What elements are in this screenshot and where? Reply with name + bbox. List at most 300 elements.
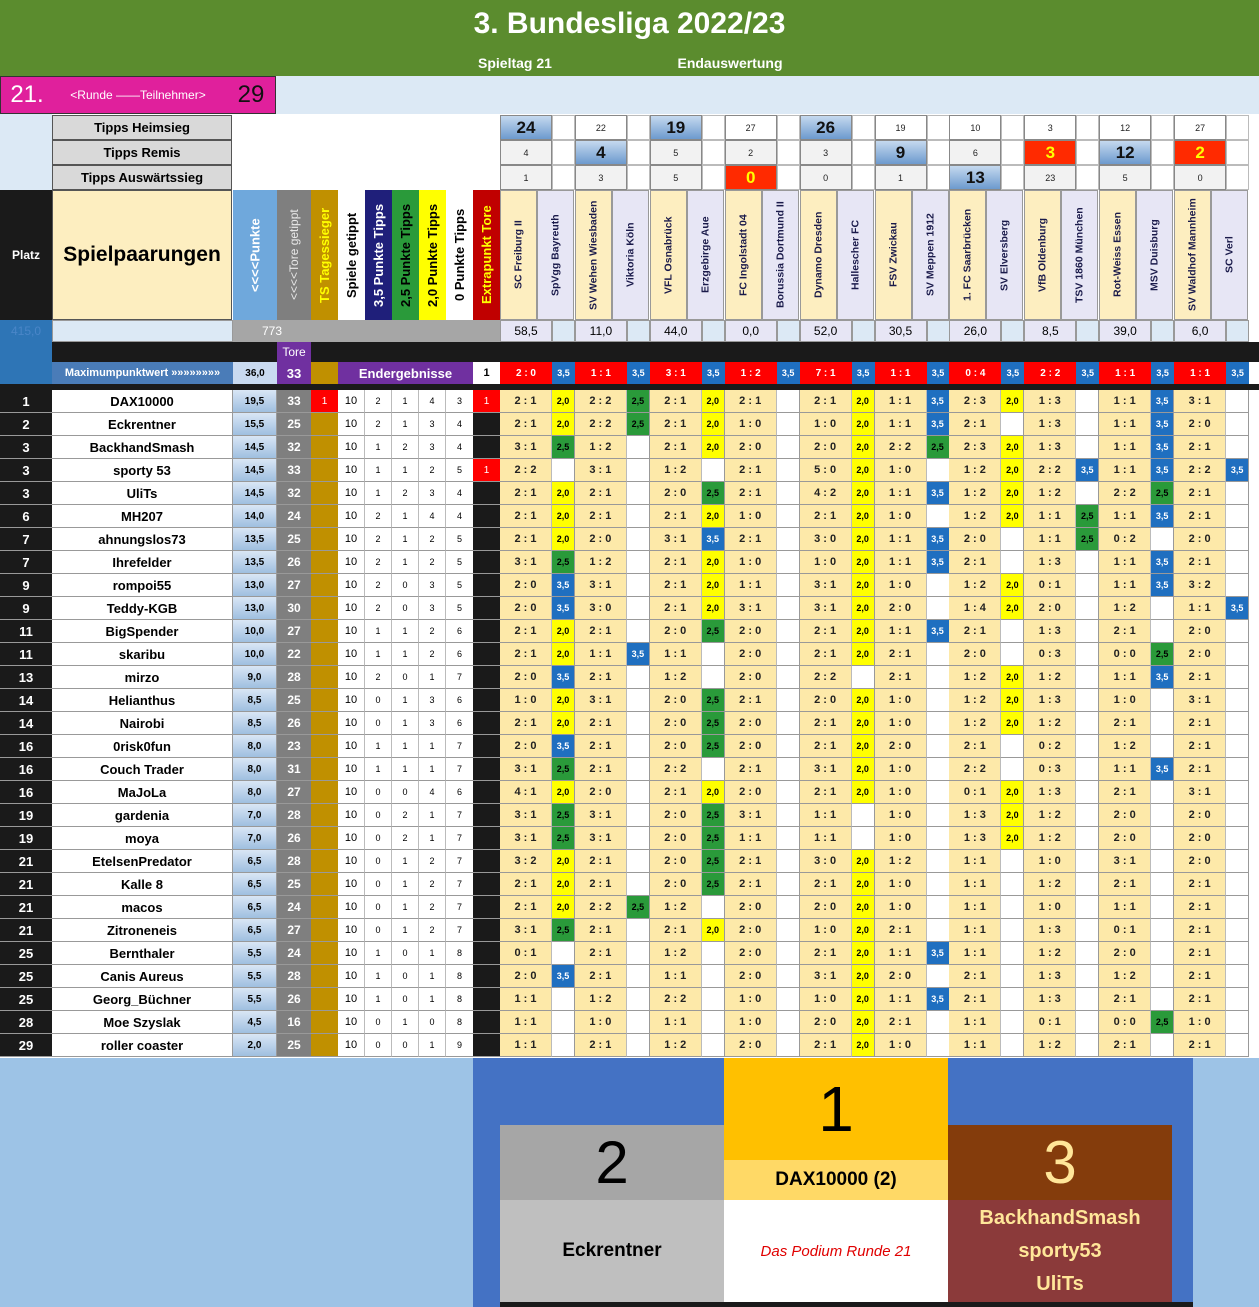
player-tore: 24 (277, 942, 311, 965)
match-sum-spacer (1226, 320, 1249, 342)
player-tip-points (927, 827, 950, 850)
player-tip-points: 2,0 (852, 896, 875, 919)
player-tip: 2 : 0 (949, 643, 1001, 666)
player-tip-points: 2,5 (627, 896, 650, 919)
player-tip-points: 3,5 (927, 390, 950, 413)
player-tip: 1 : 1 (575, 643, 627, 666)
player-tip-points: 3,5 (927, 528, 950, 551)
player-ts (311, 804, 338, 827)
player-tip: 1 : 2 (575, 436, 627, 459)
player-p20: 2 (419, 873, 446, 896)
player-p25: 0 (392, 965, 419, 988)
player-p20: 3 (419, 436, 446, 459)
player-tip-points (552, 1034, 575, 1057)
match-sum-spacer (552, 320, 575, 342)
player-tip: 1 : 0 (800, 988, 852, 1011)
player-tip-points: 2,0 (852, 712, 875, 735)
podium-third-name: UliTs (1036, 1272, 1084, 1295)
player-tip: 2 : 1 (575, 482, 627, 505)
player-tip-points (927, 459, 950, 482)
tipp-count-d: 2 (1174, 140, 1226, 165)
player-tip-points (927, 666, 950, 689)
player-tip-points (627, 620, 650, 643)
player-tip: 2 : 0 (1174, 827, 1226, 850)
player-tip-points: 2,0 (1001, 712, 1024, 735)
player-tip: 2 : 0 (800, 896, 852, 919)
player-tip-points (627, 1034, 650, 1057)
player-tore: 27 (277, 781, 311, 804)
player-tore: 31 (277, 758, 311, 781)
player-tip: 2 : 3 (949, 390, 1001, 413)
player-extra (473, 988, 500, 1011)
player-tore: 25 (277, 1034, 311, 1057)
player-ts (311, 758, 338, 781)
player-p25: 0 (392, 781, 419, 804)
player-points: 14,5 (233, 436, 277, 459)
player-p0: 6 (446, 620, 473, 643)
player-tip: 1 : 1 (1099, 505, 1151, 528)
player-p25: 1 (392, 1011, 419, 1034)
player-p20: 1 (419, 988, 446, 1011)
player-name: DAX10000 (52, 390, 233, 413)
podium-left-bg (0, 1058, 473, 1307)
player-tip: 2 : 0 (725, 781, 777, 804)
player-tip-points: 2,5 (702, 804, 725, 827)
player-p25: 2 (392, 804, 419, 827)
player-tip-points (777, 505, 800, 528)
player-tip-points: 2,0 (852, 413, 875, 436)
match-points: 3,5 (777, 362, 800, 384)
player-tip-points (1226, 804, 1249, 827)
tipp-count-spacer (852, 140, 875, 165)
player-tip: 2 : 2 (949, 758, 1001, 781)
player-tip: 1 : 3 (949, 827, 1001, 850)
player-p20: 3 (419, 712, 446, 735)
player-points: 13,5 (233, 551, 277, 574)
player-tip: 1 : 0 (500, 689, 552, 712)
player-tip: 1 : 1 (1099, 413, 1151, 436)
player-tip-points (777, 643, 800, 666)
player-tip-points (702, 459, 725, 482)
player-tip-points (1226, 643, 1249, 666)
player-spiele: 10 (338, 873, 365, 896)
player-tip: 1 : 3 (1024, 988, 1076, 1011)
player-tip: 2 : 1 (500, 712, 552, 735)
player-tip: 3 : 1 (1099, 850, 1151, 873)
player-tip-points: 3,5 (1226, 597, 1249, 620)
match-sum-spacer (927, 320, 950, 342)
player-rank: 29 (0, 1034, 52, 1057)
player-extra (473, 436, 500, 459)
player-tip: 1 : 3 (1024, 390, 1076, 413)
player-points: 13,0 (233, 574, 277, 597)
player-tip-points (777, 620, 800, 643)
player-tip-points (1226, 551, 1249, 574)
player-p20: 1 (419, 965, 446, 988)
player-extra (473, 758, 500, 781)
player-ts (311, 850, 338, 873)
tipp-count-h: 22 (575, 115, 627, 140)
player-tip-points (627, 551, 650, 574)
player-tip-points (927, 597, 950, 620)
player-tip-points (1001, 1034, 1024, 1057)
player-extra (473, 482, 500, 505)
player-tip-points (777, 413, 800, 436)
player-tip-points (1151, 965, 1174, 988)
player-ts (311, 988, 338, 1011)
player-tore: 28 (277, 804, 311, 827)
player-tip-points: 3,5 (552, 735, 575, 758)
player-tip: 2 : 1 (1099, 988, 1151, 1011)
player-extra (473, 643, 500, 666)
max-ts (311, 362, 338, 384)
player-tip: 2 : 0 (875, 597, 927, 620)
player-name: Ihrefelder (52, 551, 233, 574)
player-ts (311, 919, 338, 942)
player-p0: 7 (446, 758, 473, 781)
player-tip: 2 : 1 (725, 482, 777, 505)
player-tip: 2 : 2 (1024, 459, 1076, 482)
player-tip: 2 : 1 (575, 735, 627, 758)
player-rank: 14 (0, 712, 52, 735)
player-ts (311, 781, 338, 804)
team-away: SV Elversberg (998, 219, 1011, 291)
player-tip-points: 3,5 (1151, 505, 1174, 528)
player-tip: 0 : 1 (1024, 574, 1076, 597)
player-points: 15,5 (233, 413, 277, 436)
player-tip: 2 : 0 (650, 827, 702, 850)
player-p25: 1 (392, 850, 419, 873)
player-tip: 1 : 2 (1024, 666, 1076, 689)
player-tip: 2 : 1 (1174, 666, 1226, 689)
tipp-count-h: 10 (949, 115, 1001, 140)
player-tip-points (1076, 482, 1099, 505)
player-tip: 2 : 2 (875, 436, 927, 459)
player-tip: 1 : 0 (1099, 689, 1151, 712)
match-result: 7 : 1 (800, 362, 852, 384)
player-tip: 1 : 3 (1024, 919, 1076, 942)
player-tip-points (1076, 666, 1099, 689)
player-tip-points (1151, 804, 1174, 827)
player-tip: 2 : 1 (1174, 505, 1226, 528)
player-tip-points (777, 528, 800, 551)
match-points: 3,5 (1226, 362, 1249, 384)
player-p35: 2 (365, 505, 392, 528)
player-rank: 16 (0, 781, 52, 804)
player-tip-points: 2,0 (852, 505, 875, 528)
player-spiele: 10 (338, 482, 365, 505)
player-tip-points: 2,5 (702, 735, 725, 758)
player-tore: 26 (277, 551, 311, 574)
player-tip-points (777, 436, 800, 459)
player-p25: 1 (392, 735, 419, 758)
player-tip: 2 : 0 (575, 781, 627, 804)
player-ts (311, 896, 338, 919)
player-tip-points: 2,5 (627, 390, 650, 413)
player-tip-points (1001, 873, 1024, 896)
player-ts (311, 459, 338, 482)
player-tore: 25 (277, 873, 311, 896)
player-tip: 1 : 0 (875, 896, 927, 919)
max-row-left (0, 362, 52, 384)
match-points: 3,5 (927, 362, 950, 384)
player-tip-points (1226, 735, 1249, 758)
podium-caption: Das Podium Runde 21 (724, 1200, 948, 1302)
player-tip: 1 : 0 (800, 919, 852, 942)
player-points: 6,5 (233, 850, 277, 873)
player-tip-points: 2,0 (552, 528, 575, 551)
team-home: FC Ingolstadt 04 (737, 214, 750, 296)
player-p0: 4 (446, 436, 473, 459)
player-name: 0risk0fun (52, 735, 233, 758)
player-tip: 2 : 1 (800, 781, 852, 804)
player-p25: 0 (392, 988, 419, 1011)
player-tip-points: 2,0 (852, 551, 875, 574)
player-tip-points (1226, 942, 1249, 965)
player-tip: 2 : 2 (575, 896, 627, 919)
player-p0: 5 (446, 551, 473, 574)
player-tip: 2 : 1 (875, 643, 927, 666)
tipp-count-spacer (1226, 165, 1249, 190)
player-p20: 2 (419, 528, 446, 551)
tipp-count-spacer (927, 115, 950, 140)
player-name: macos (52, 896, 233, 919)
player-points: 6,5 (233, 873, 277, 896)
match-sum: 44,0 (650, 320, 702, 342)
player-tip: 3 : 1 (1174, 390, 1226, 413)
player-p20: 2 (419, 459, 446, 482)
player-extra (473, 689, 500, 712)
player-tip-points (627, 873, 650, 896)
team-home: Dynamo Dresden (812, 211, 825, 299)
player-tip-points: 2,5 (927, 436, 950, 459)
podium-right-bg (1193, 1058, 1259, 1307)
player-tip: 2 : 1 (949, 735, 1001, 758)
player-tore: 24 (277, 505, 311, 528)
player-tip: 2 : 1 (500, 482, 552, 505)
player-tip: 2 : 1 (1174, 942, 1226, 965)
player-tip-points (927, 850, 950, 873)
player-tip-points: 2,0 (852, 1011, 875, 1034)
player-p20: 1 (419, 758, 446, 781)
player-tip: 2 : 1 (875, 1011, 927, 1034)
player-ts (311, 505, 338, 528)
player-tip: 2 : 1 (1174, 919, 1226, 942)
player-p25: 1 (392, 643, 419, 666)
team-away: SV Meppen 1912 (924, 213, 936, 297)
player-ts (311, 873, 338, 896)
player-tip-points (927, 873, 950, 896)
player-points: 14,5 (233, 459, 277, 482)
player-ts (311, 413, 338, 436)
player-tip: 1 : 0 (875, 781, 927, 804)
player-tip: 2 : 0 (800, 689, 852, 712)
player-tip: 1 : 2 (650, 942, 702, 965)
match-points: 3,5 (627, 362, 650, 384)
player-tip-points (702, 666, 725, 689)
player-spiele: 10 (338, 620, 365, 643)
player-tip: 1 : 1 (800, 827, 852, 850)
player-points: 9,0 (233, 666, 277, 689)
player-spiele: 10 (338, 505, 365, 528)
player-p35: 1 (365, 988, 392, 1011)
player-name: MH207 (52, 505, 233, 528)
player-extra (473, 873, 500, 896)
player-tip-points (1226, 827, 1249, 850)
player-points: 14,5 (233, 482, 277, 505)
player-tip: 2 : 1 (725, 459, 777, 482)
player-tip-points (1226, 505, 1249, 528)
player-tip: 5 : 0 (800, 459, 852, 482)
player-tip-points: 2,5 (1076, 528, 1099, 551)
player-spiele: 10 (338, 1011, 365, 1034)
player-tip: 1 : 1 (1099, 758, 1151, 781)
player-p25: 1 (392, 896, 419, 919)
match-sum: 6,0 (1174, 320, 1226, 342)
player-p0: 6 (446, 689, 473, 712)
player-tip: 3 : 1 (575, 459, 627, 482)
player-p20: 2 (419, 551, 446, 574)
player-tip-points: 2,0 (852, 390, 875, 413)
player-extra (473, 620, 500, 643)
team-home: SV Waldhof Mannheim (1186, 198, 1199, 312)
player-tip: 3 : 1 (575, 827, 627, 850)
player-tip: 2 : 1 (575, 965, 627, 988)
player-tip: 1 : 3 (1024, 620, 1076, 643)
player-tip-points (1076, 988, 1099, 1011)
tipp-count-spacer (552, 140, 575, 165)
player-p0: 5 (446, 597, 473, 620)
tipp-count-a: 23 (1024, 165, 1076, 190)
player-tip-points: 3,5 (1076, 459, 1099, 482)
tipp-count-h: 27 (725, 115, 777, 140)
player-tip-points: 2,5 (1151, 643, 1174, 666)
player-name: Moe Szyslak (52, 1011, 233, 1034)
player-tip-points (927, 574, 950, 597)
player-ts (311, 620, 338, 643)
player-tore: 26 (277, 827, 311, 850)
player-p0: 7 (446, 896, 473, 919)
player-tip: 1 : 2 (1024, 873, 1076, 896)
player-tip: 1 : 3 (1024, 781, 1076, 804)
tipp-count-d: 2 (725, 140, 777, 165)
player-tip-points: 3,5 (1151, 459, 1174, 482)
tipp-count-a: 5 (1099, 165, 1151, 190)
max-value: 36,0 (233, 362, 277, 384)
player-p0: 5 (446, 459, 473, 482)
player-p25: 2 (392, 482, 419, 505)
player-tip: 2 : 0 (1099, 827, 1151, 850)
player-tip-points (777, 735, 800, 758)
player-tip-points (1001, 551, 1024, 574)
tipp-count-spacer (927, 140, 950, 165)
page-title: 3. Bundesliga 2022/23 (473, 7, 786, 40)
player-tip: 2 : 1 (650, 505, 702, 528)
podium-third-number: 3 (948, 1125, 1172, 1200)
player-extra (473, 597, 500, 620)
player-tip-points (777, 551, 800, 574)
player-tip-points (777, 988, 800, 1011)
team-home: Rot-Weiss Essen (1111, 212, 1124, 298)
player-rank: 6 (0, 505, 52, 528)
player-tip-points: 2,0 (552, 643, 575, 666)
player-p0: 4 (446, 413, 473, 436)
spiele-header: Spiele getippt (338, 190, 365, 320)
player-rank: 9 (0, 597, 52, 620)
player-tip: 1 : 1 (875, 390, 927, 413)
player-tip: 1 : 0 (875, 712, 927, 735)
player-tip-points (702, 965, 725, 988)
player-tip: 2 : 1 (1174, 436, 1226, 459)
player-tip-points (1151, 689, 1174, 712)
player-tip-points: 2,0 (1001, 781, 1024, 804)
player-tip-points (1226, 1011, 1249, 1034)
player-tip: 2 : 0 (949, 528, 1001, 551)
player-tip-points (1151, 850, 1174, 873)
player-tip-points (627, 597, 650, 620)
player-tip: 0 : 3 (1024, 758, 1076, 781)
player-tip: 2 : 1 (575, 873, 627, 896)
player-tip: 2 : 1 (800, 620, 852, 643)
player-tip: 2 : 1 (575, 666, 627, 689)
header-strip (276, 76, 1259, 114)
player-points: 5,5 (233, 942, 277, 965)
player-tip: 1 : 1 (949, 1034, 1001, 1057)
player-tip: 1 : 1 (949, 919, 1001, 942)
player-p25: 0 (392, 574, 419, 597)
player-tip-points (1001, 850, 1024, 873)
player-spiele: 10 (338, 528, 365, 551)
player-tip: 1 : 2 (575, 988, 627, 1011)
tipp-count-a: 0 (725, 165, 777, 190)
player-tip-points: 2,0 (552, 390, 575, 413)
p0-header: 0 Punkte Tipps (446, 190, 473, 320)
player-tip: 1 : 1 (949, 942, 1001, 965)
player-tore: 28 (277, 850, 311, 873)
player-tip-points (1001, 988, 1024, 1011)
player-tip: 3 : 1 (500, 551, 552, 574)
player-spiele: 10 (338, 988, 365, 1011)
match-sum-spacer (1001, 320, 1024, 342)
player-tip-points (1226, 390, 1249, 413)
tipp-count-h: 12 (1099, 115, 1151, 140)
tipp-count-spacer (552, 165, 575, 190)
player-p20: 1 (419, 942, 446, 965)
player-tip: 2 : 0 (800, 436, 852, 459)
player-ts (311, 712, 338, 735)
tipp-count-a: 1 (500, 165, 552, 190)
player-tip: 3 : 0 (800, 850, 852, 873)
match-sum-spacer (777, 320, 800, 342)
player-tip-points (627, 459, 650, 482)
player-tip-points (927, 689, 950, 712)
player-tip-points (777, 827, 800, 850)
player-tip-points (927, 505, 950, 528)
tipp-count-h: 19 (875, 115, 927, 140)
player-tip-points (927, 804, 950, 827)
player-tip-points: 2,5 (552, 827, 575, 850)
tipp-count-d: 9 (875, 140, 927, 165)
player-tip-points: 2,0 (552, 781, 575, 804)
player-tip-points (777, 873, 800, 896)
player-tip-points (1076, 896, 1099, 919)
player-tip-points (702, 758, 725, 781)
player-tip-points: 2,0 (1001, 689, 1024, 712)
podium-second-number: 2 (500, 1125, 724, 1200)
player-spiele: 10 (338, 597, 365, 620)
player-tip: 2 : 2 (1174, 459, 1226, 482)
player-tip: 1 : 1 (725, 827, 777, 850)
